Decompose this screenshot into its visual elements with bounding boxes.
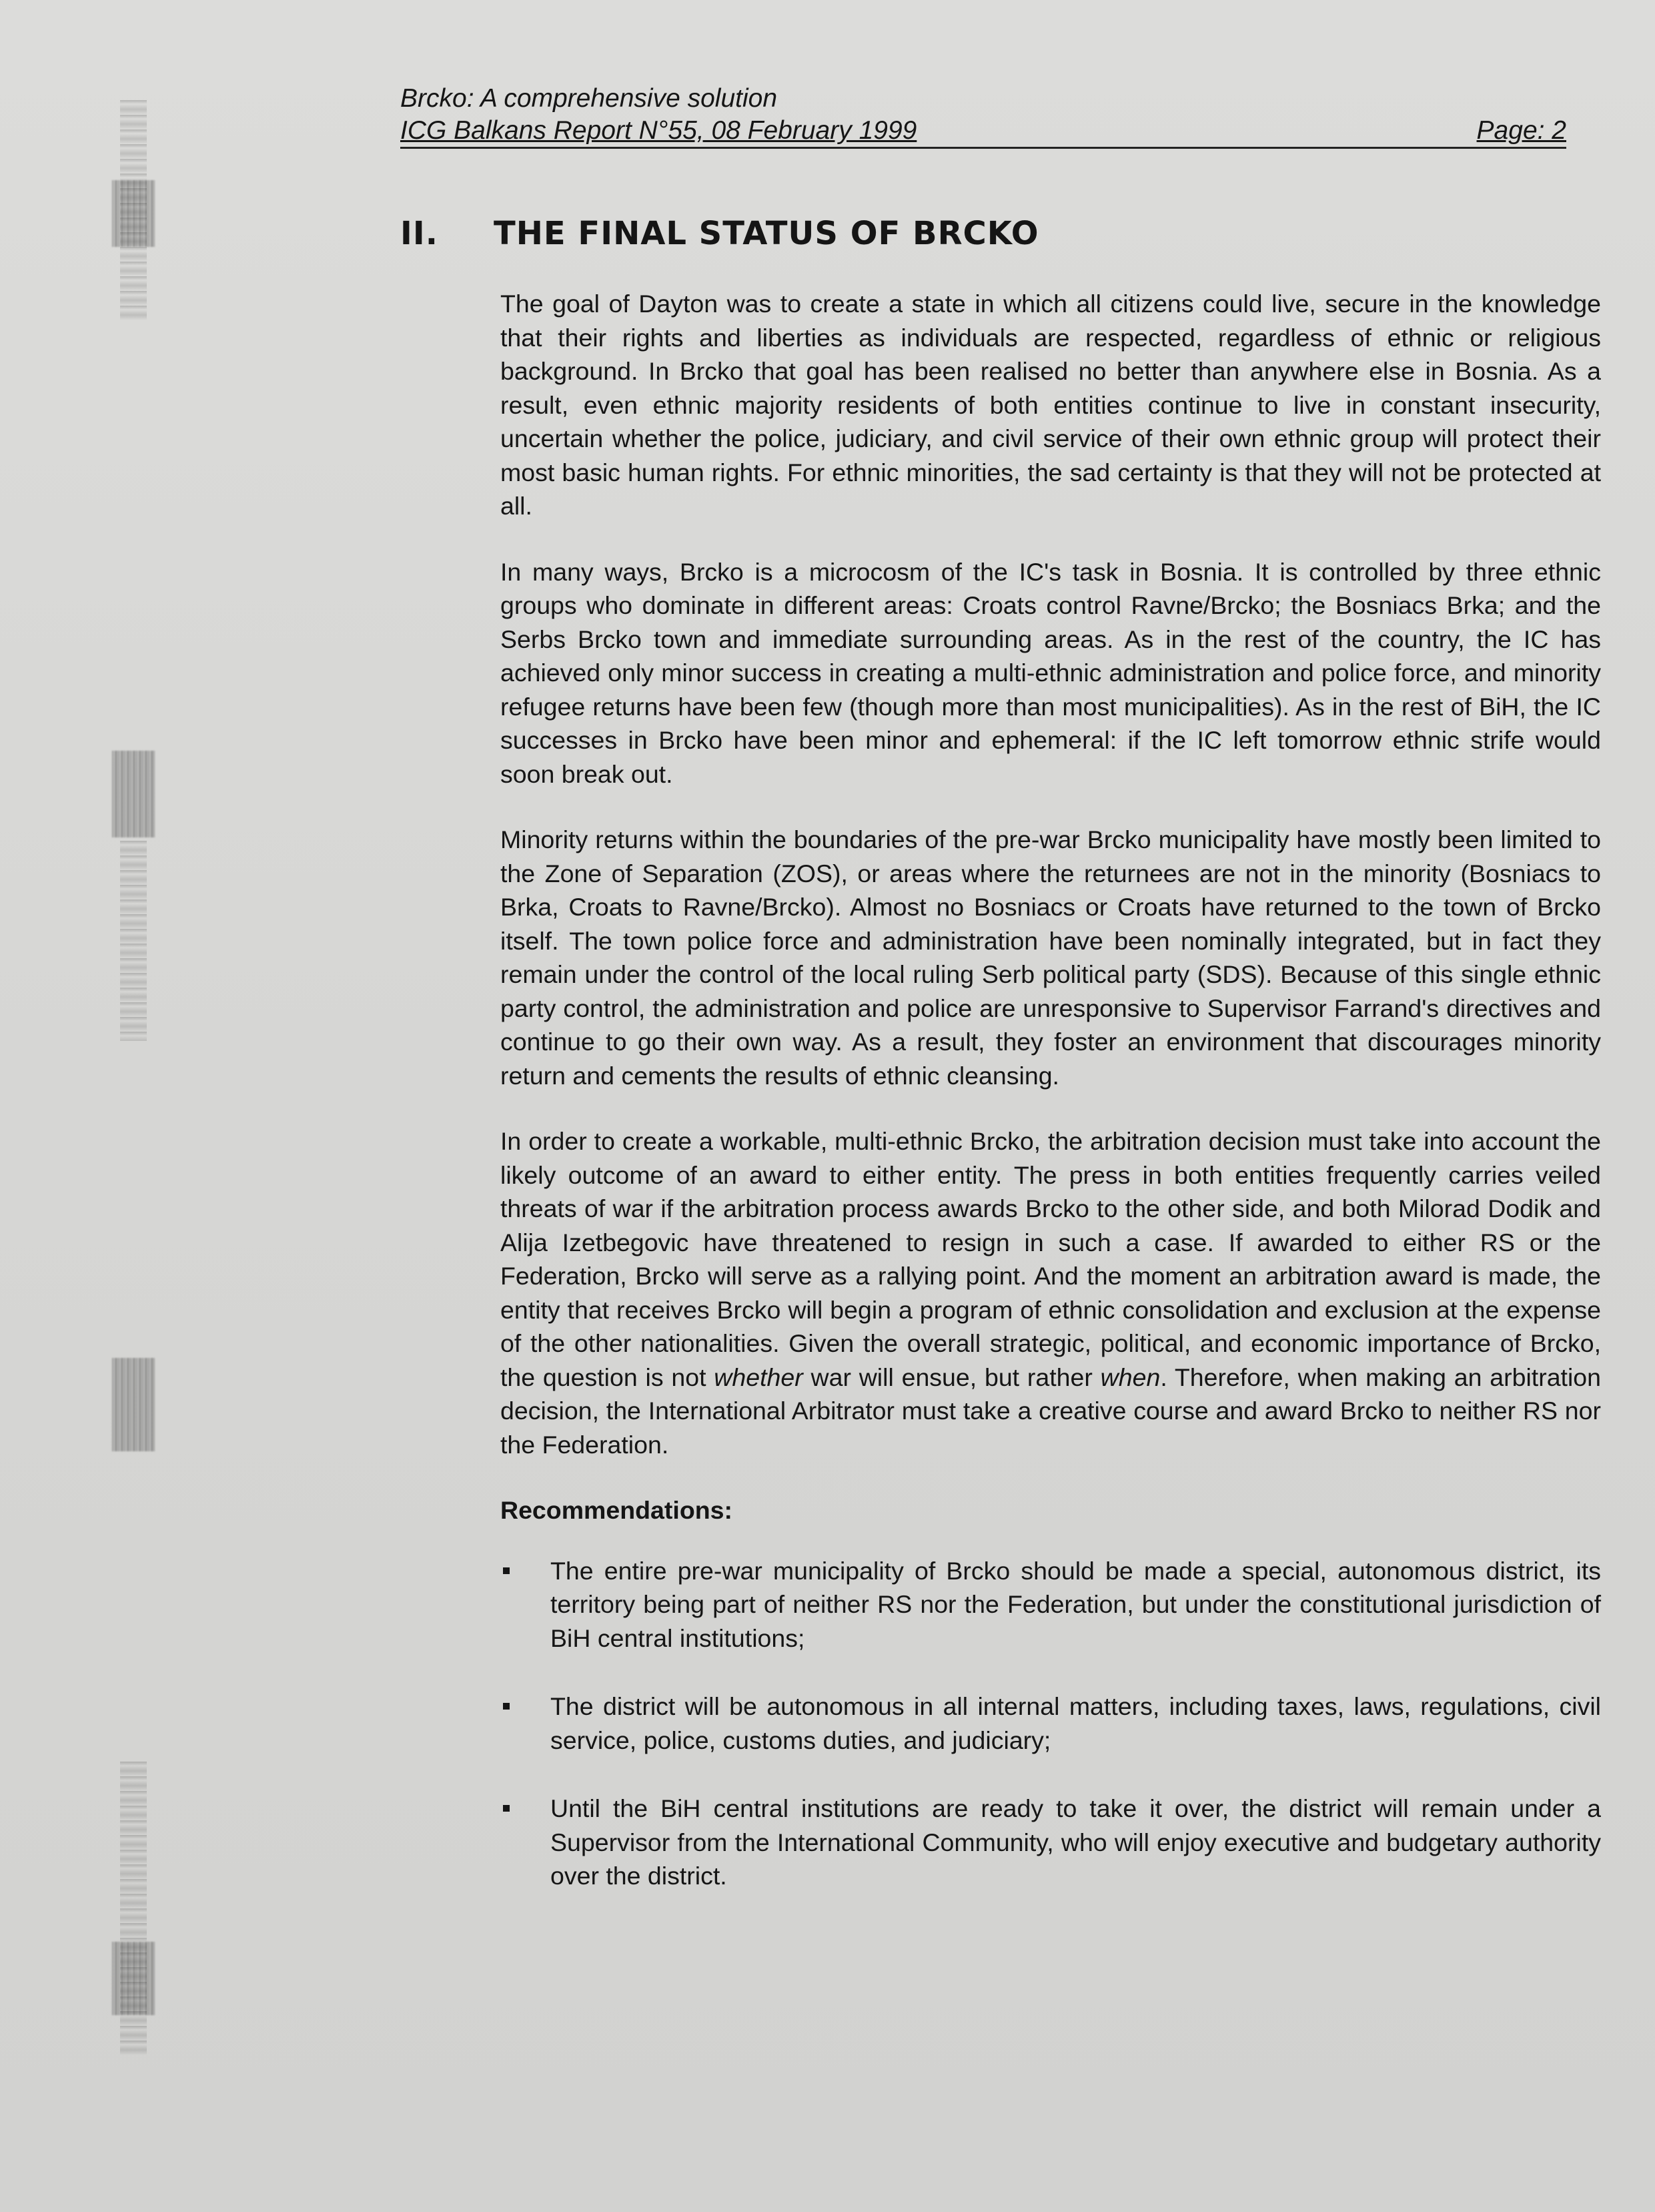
document-body	[500, 287, 1601, 1928]
paragraph: The goal of Dayton was to create a state in which all citizens could live, secure in the knowledge that their rights and liberties as individuals are respected, regardless of ethnic or religious background. In Brcko that goal has been realised no better than anywhere else in Bosnia. As a result, even ethnic majority residents of both entities continue to live in constant insecurity, uncertain whether the police, judiciary, and civil service of their own ethnic group will protect their most basic human rights. For ethnic minorities, the sad certainty is that they will not be protected at all.	[500, 290, 1601, 520]
document-title: Brcko: A comprehensive solution	[400, 84, 778, 113]
binding-mark-top	[112, 180, 155, 247]
emphasis-text: when	[1100, 1363, 1161, 1391]
section-number: II.	[400, 215, 438, 252]
list-item	[500, 1690, 1601, 1757]
list-item-text: Until the BiH central institutions are ready to take it over, the district will remain under a Supervisor from the International Community, who will enjoy executive and budgetary authority over the district.	[550, 1794, 1601, 1890]
binding-mark-bottom	[112, 1942, 155, 2015]
bullet-icon	[503, 1703, 510, 1710]
paragraph-text: . Therefore, when making an arbitration decision, the International Arbitrator must take a creative course and award Brcko to neither RS nor the Federation.	[500, 1363, 1602, 1459]
paragraph: Minority returns within the boundaries of the pre-war Brcko municipality have mostly been limited to the Zone of Separation (ZOS), or areas where the returnees are not in the minority (Bosniacs to Brka, Croats to Ravne/Brcko). Almost no Bosniacs or Croats have returned to the town of Brcko itself. The town police force and administration have been nominally integrated, but in fact they remain under the control of the local ruling Serb political party (SDS). Because of this single ethnic party control, the administration and police are unresponsive to Supervisor Farrand's directives and continue to go their own way. As a result, they foster an environment that discourages minority return and cements the results of ethnic cleansing.	[500, 825, 1601, 1090]
binding-speckle-middle	[120, 841, 147, 1041]
paragraph	[500, 1124, 1601, 1461]
list-item-text: The district will be autonomous in all internal matters, including taxes, laws, regulations, civil service, police, customs duties, and judiciary;	[550, 1692, 1601, 1754]
list-item	[500, 1554, 1601, 1655]
emphasis-text: whether	[714, 1363, 803, 1391]
binding-mark-middle	[112, 751, 155, 837]
report-reference: ICG Balkans Report N°55, 08 February 1999	[400, 116, 917, 145]
header-rule-line	[400, 115, 1566, 149]
binding-mark-lower	[112, 1358, 155, 1451]
paragraph-text: In order to create a workable, multi-ethnic Brcko, the arbitration decision must take into account the likely outcome of an award to either entity. The press in both entities frequently carries veiled threats of war if the arbitration process awards Brcko to the other side, and both Milorad Dodik and Alija Izetbegovic have threatened to resign in such a case. If awarded to either RS or the Federation, Brcko will serve as a rallying point. And the moment an arbitration award is made, the entity that receives Brcko will begin a program of ethnic consolidation and exclusion at the expense of the other nationalities. Given the overall strategic, political, and economic importance of Brcko, the question is not	[500, 1127, 1601, 1391]
recommendations-list	[500, 1554, 1601, 1893]
recommendations-heading: Recommendations:	[500, 1496, 732, 1524]
page-number: Page: 2	[1476, 116, 1566, 145]
section-heading	[400, 215, 1039, 252]
paragraph-text: war will ensue, but rather	[802, 1363, 1101, 1391]
section-title: THE FINAL STATUS OF BRCKO	[494, 215, 1039, 252]
bullet-icon	[503, 1805, 510, 1812]
list-item-text: The entire pre-war municipality of Brcko should be made a special, autonomous district, its territory being part of neither RS nor the Federation, but under the constitutional jurisdiction of BiH central institutions;	[550, 1556, 1601, 1652]
bullet-icon	[503, 1567, 510, 1574]
page-header	[400, 83, 1566, 149]
paragraph: In many ways, Brcko is a microcosm of the IC's task in Bosnia. It is controlled by three ethnic groups who dominate in different areas: Croats control Ravne/Brcko; the Bosniacs Brka; and the Serbs Brcko town and immediate surrounding areas. As in the rest of the country, the IC has achieved only minor success in creating a multi-ethnic administration and police force, and minority refugee returns have been few (though more than most municipalities). As in the rest of BiH, the IC successes in Brcko have been minor and ephemeral: if the IC left tomorrow ethnic strife would soon break out.	[500, 557, 1601, 788]
list-item	[500, 1792, 1601, 1893]
